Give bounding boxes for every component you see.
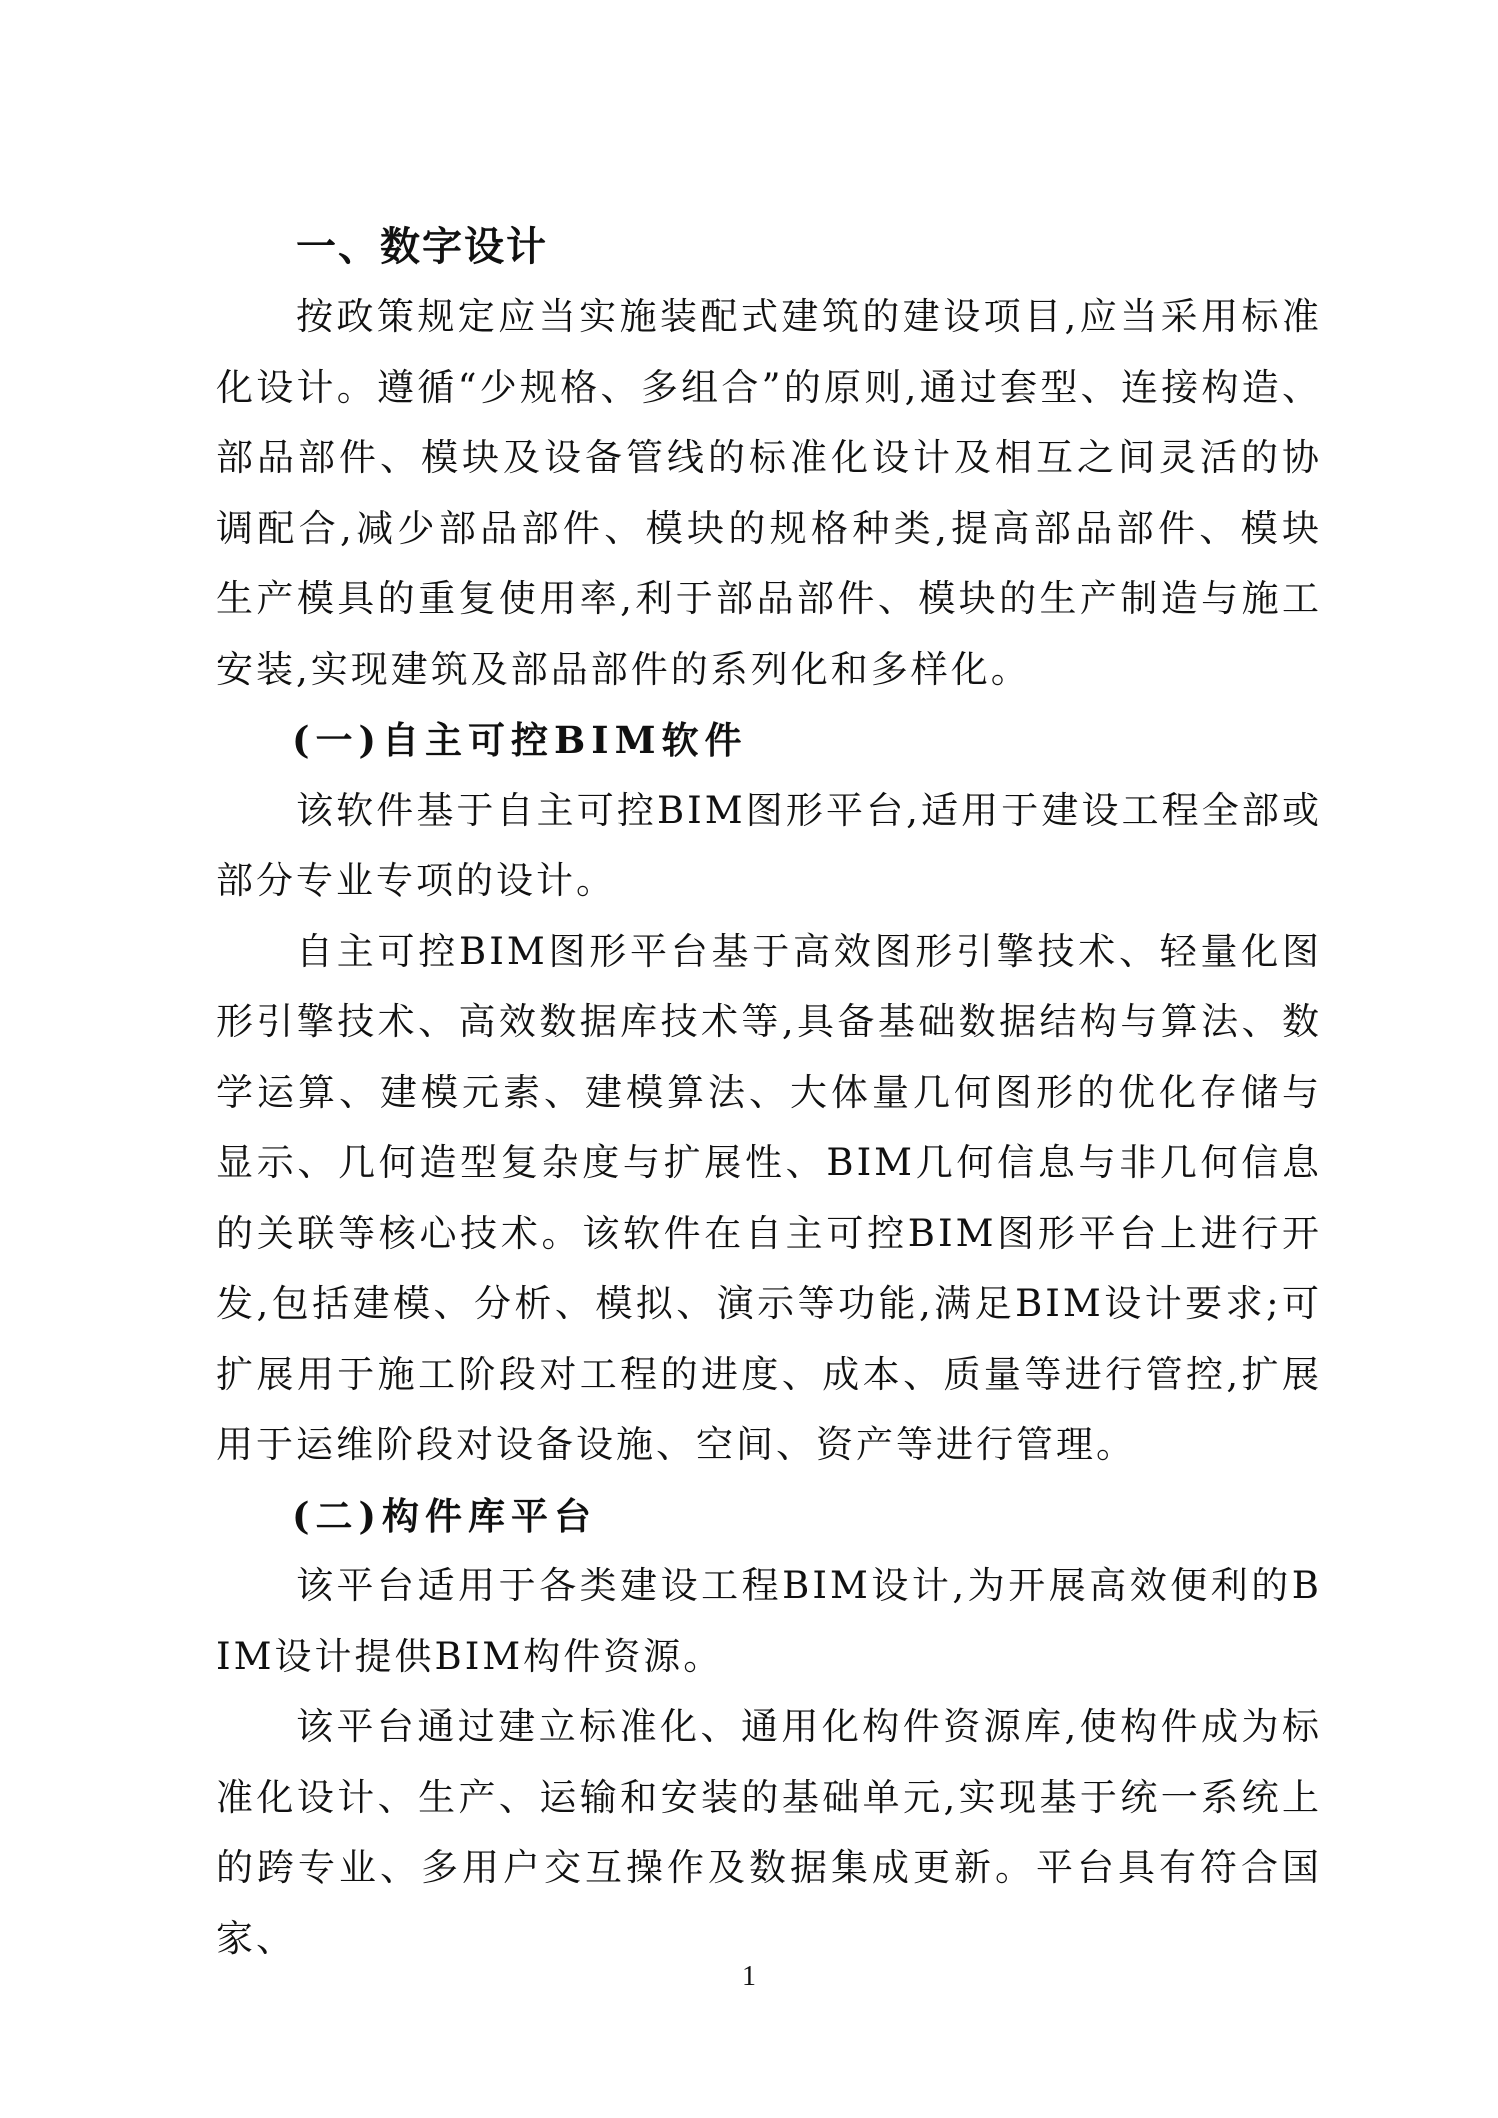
- subheading-bim-software: (一)自主可控BIM软件: [292, 718, 748, 762]
- page-number: 1: [742, 1961, 756, 1992]
- section-heading: 一、数字设计: [296, 224, 548, 270]
- subheading-component-library: (二)构件库平台: [292, 1493, 598, 1538]
- paragraph-platform-features: 该平台通过建立标准化、通用化构件资源库,使构件成为标准化设计、生产、运输和安装的基础单元,实现基于统一系统上的跨专业、多用户交互操作及数据集成更新。平台具有符合国家、: [216, 1705, 1322, 1960]
- document-body: [216, 212, 1322, 1974]
- paragraph-platform-scope: 该平台适用于各类建设工程BIM设计,为开展高效便利的BIM设计提供BIM构件资源。: [216, 1564, 1322, 1678]
- paragraph-graphics-platform: 自主可控BIM图形平台基于高效图形引擎技术、轻量化图形引擎技术、高效数据库技术等,具备基础数据结构与算法、数学运算、建模元素、建模算法、大体量几何图形的优化存储与显示、几何造型复杂度与扩展性、BIM几何信息与非几何信息的关联等核心技术。该软件在自主可控BIM图形平台上进行开发,包括建模、分析、模拟、演示等功能,满足BIM设计要求;可扩展用于施工阶段对工程的进度、成本、质量等进行管控,扩展用于运维阶段对设备设施、空间、资产等进行管理。: [216, 929, 1322, 1466]
- paragraph-software-scope: 该软件基于自主可控BIM图形平台,适用于建设工程全部或部分专业专项的设计。: [216, 788, 1322, 902]
- paragraph-assembly-design: 按政策规定应当实施装配式建筑的建设项目,应当采用标准化设计。遵循“少规格、多组合”的原则,通过套型、连接构造、部品部件、模块及设备管线的标准化设计及相互之间灵活的协调配合,减少部品部件、模块的规格种类,提高部品部件、模块生产模具的重复使用率,利于部品部件、模块的生产制造与施工安装,实现建筑及部品部件的系列化和多样化。: [216, 295, 1322, 691]
